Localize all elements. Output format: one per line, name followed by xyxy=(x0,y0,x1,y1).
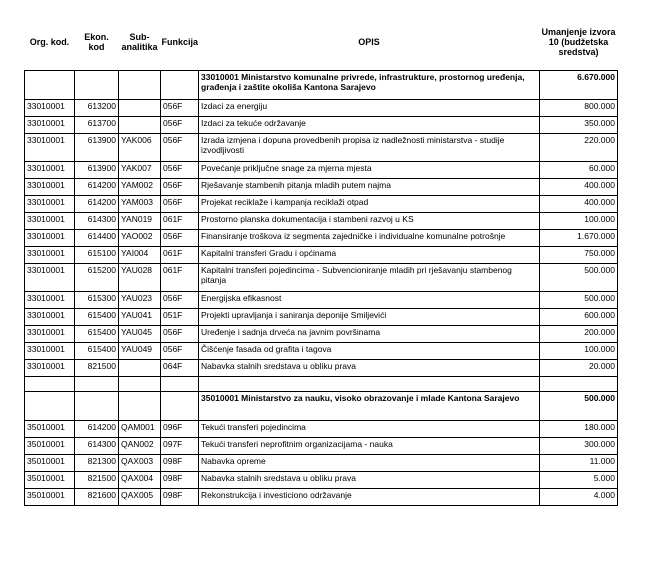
sub-analytics: YAU023 xyxy=(119,291,161,308)
header-reduction: Umanjenje izvora 10 (budžetska sredstva) xyxy=(541,26,616,57)
org-code: 33010001 xyxy=(25,342,75,359)
org-code: 33010001 xyxy=(25,116,75,133)
description: Izdaci za energiju xyxy=(199,99,540,116)
budget-table xyxy=(24,14,618,506)
sub-analytics: YAN019 xyxy=(119,212,161,229)
description: Rješavanje stambenih pitanja mladih putem najma xyxy=(199,178,540,195)
org-code: 33010001 xyxy=(25,212,75,229)
econ-code: 821600 xyxy=(75,488,119,505)
function-code: 056F xyxy=(161,325,199,342)
econ-code: 613900 xyxy=(75,133,119,161)
org-code: 33010001 xyxy=(25,246,75,263)
function-code: 096F xyxy=(161,420,199,437)
econ-code: 614300 xyxy=(75,212,119,229)
sub-analytics: YAK006 xyxy=(119,133,161,161)
section-header-row xyxy=(25,70,618,99)
description: Tekući transferi pojedincima xyxy=(199,420,540,437)
amount: 1.670.000 xyxy=(540,229,618,246)
econ-code: 613200 xyxy=(75,99,119,116)
table-row xyxy=(25,471,618,488)
amount: 60.000 xyxy=(540,161,618,178)
sub-analytics: YAI004 xyxy=(119,246,161,263)
description: Projekat reciklaže i kampanja reciklaži otpad xyxy=(199,195,540,212)
section-total: 6.670.000 xyxy=(540,70,618,99)
header-org-code: Org. kod. xyxy=(29,36,70,47)
description: Izrada izmjena i dopuna provedbenih propisa iz nadležnosti ministarstva - studije izvodljivosti xyxy=(199,133,540,161)
header-econ-code: Ekon. kod xyxy=(84,31,109,52)
table-row xyxy=(25,229,618,246)
amount: 400.000 xyxy=(540,195,618,212)
amount: 4.000 xyxy=(540,488,618,505)
blank-row xyxy=(25,376,618,391)
sub-analytics: QAM001 xyxy=(119,420,161,437)
function-code: 064F xyxy=(161,359,199,376)
table-row xyxy=(25,420,618,437)
amount: 220.000 xyxy=(540,133,618,161)
org-code: 33010001 xyxy=(25,133,75,161)
function-code: 056F xyxy=(161,291,199,308)
table-row xyxy=(25,212,618,229)
amount: 11.000 xyxy=(540,454,618,471)
amount: 5.000 xyxy=(540,471,618,488)
sub-analytics: YAM002 xyxy=(119,178,161,195)
org-code: 33010001 xyxy=(25,178,75,195)
sub-analytics: YAM003 xyxy=(119,195,161,212)
amount: 180.000 xyxy=(540,420,618,437)
table-row xyxy=(25,178,618,195)
table-row xyxy=(25,195,618,212)
table-row xyxy=(25,325,618,342)
function-code: 098F xyxy=(161,471,199,488)
sub-analytics xyxy=(119,116,161,133)
econ-code: 821500 xyxy=(75,471,119,488)
section-total: 500.000 xyxy=(540,391,618,420)
org-code: 33010001 xyxy=(25,308,75,325)
org-code: 35010001 xyxy=(25,437,75,454)
header-function: Funkcija xyxy=(161,36,199,47)
org-code: 35010001 xyxy=(25,471,75,488)
sub-analytics: QAX004 xyxy=(119,471,161,488)
table-row xyxy=(25,437,618,454)
description: Povećanje priključne snage za mjerna mjesta xyxy=(199,161,540,178)
econ-code: 615400 xyxy=(75,308,119,325)
table-row xyxy=(25,246,618,263)
org-code: 35010001 xyxy=(25,454,75,471)
amount: 500.000 xyxy=(540,263,618,291)
org-code: 33010001 xyxy=(25,291,75,308)
org-code: 35010001 xyxy=(25,420,75,437)
header-sub-analytics: Sub-analitika xyxy=(121,31,158,52)
header-description: OPIS xyxy=(358,36,380,47)
description: Tekući transferi neprofitnim organizacijama - nauka xyxy=(199,437,540,454)
table-row xyxy=(25,99,618,116)
amount: 20.000 xyxy=(540,359,618,376)
sub-analytics: QAN002 xyxy=(119,437,161,454)
function-code: 056F xyxy=(161,195,199,212)
table-row xyxy=(25,161,618,178)
description: Kapitalni transferi pojedincima - Subvencioniranje mladih pri rješavanju stambenog pitanja xyxy=(199,263,540,291)
econ-code: 615300 xyxy=(75,291,119,308)
sub-analytics xyxy=(119,99,161,116)
sub-analytics: YAU049 xyxy=(119,342,161,359)
function-code: 051F xyxy=(161,308,199,325)
econ-code: 615100 xyxy=(75,246,119,263)
econ-code: 614200 xyxy=(75,195,119,212)
table-row xyxy=(25,308,618,325)
org-code: 33010001 xyxy=(25,195,75,212)
function-code: 098F xyxy=(161,454,199,471)
org-code: 33010001 xyxy=(25,263,75,291)
amount: 200.000 xyxy=(540,325,618,342)
description: Izdaci za tekuće održavanje xyxy=(199,116,540,133)
description: Kapitalni transferi Gradu i općinama xyxy=(199,246,540,263)
description: Prostorno planska dokumentacija i stambeni razvoj u KS xyxy=(199,212,540,229)
function-code: 061F xyxy=(161,212,199,229)
table-row xyxy=(25,291,618,308)
econ-code: 613700 xyxy=(75,116,119,133)
econ-code: 614300 xyxy=(75,437,119,454)
description: Projekti upravljanja i saniranja deponije Smiljevići xyxy=(199,308,540,325)
function-code: 056F xyxy=(161,133,199,161)
sub-analytics: QAX005 xyxy=(119,488,161,505)
sub-analytics: YAK007 xyxy=(119,161,161,178)
function-code: 061F xyxy=(161,263,199,291)
econ-code: 614200 xyxy=(75,420,119,437)
function-code: 056F xyxy=(161,116,199,133)
description: Energijska efikasnost xyxy=(199,291,540,308)
function-code: 056F xyxy=(161,178,199,195)
amount: 800.000 xyxy=(540,99,618,116)
description: Uređenje i sadnja drveća na javnim površinama xyxy=(199,325,540,342)
table-row xyxy=(25,342,618,359)
description: Finansiranje troškova iz segmenta zajedničke i individualne komunalne potrošnje xyxy=(199,229,540,246)
table-row xyxy=(25,454,618,471)
sub-analytics: QAX003 xyxy=(119,454,161,471)
function-code: 056F xyxy=(161,161,199,178)
function-code: 056F xyxy=(161,342,199,359)
org-code: 33010001 xyxy=(25,161,75,178)
function-code: 098F xyxy=(161,488,199,505)
description: Rekonstrukcija i investiciono održavanje xyxy=(199,488,540,505)
section-title: 33010001 Ministarstvo komunalne privrede, infrastrukture, prostornog uređenja, građenja i zaštite okoliša Kantona Sarajevo xyxy=(199,70,540,99)
amount: 400.000 xyxy=(540,178,618,195)
econ-code: 613900 xyxy=(75,161,119,178)
amount: 750.000 xyxy=(540,246,618,263)
description: Nabavka stalnih sredstava u obliku prava xyxy=(199,359,540,376)
header-row xyxy=(25,14,618,70)
org-code: 33010001 xyxy=(25,359,75,376)
table-row xyxy=(25,488,618,505)
table-row xyxy=(25,263,618,291)
amount: 500.000 xyxy=(540,291,618,308)
sub-analytics: YAU045 xyxy=(119,325,161,342)
table-row xyxy=(25,133,618,161)
description: Nabavka stalnih sredstava u obliku prava xyxy=(199,471,540,488)
econ-code: 821300 xyxy=(75,454,119,471)
org-code: 33010001 xyxy=(25,229,75,246)
amount: 100.000 xyxy=(540,342,618,359)
table-row xyxy=(25,359,618,376)
econ-code: 821500 xyxy=(75,359,119,376)
description: Čišćenje fasada od grafita i tagova xyxy=(199,342,540,359)
sub-analytics: YAO002 xyxy=(119,229,161,246)
amount: 600.000 xyxy=(540,308,618,325)
function-code: 056F xyxy=(161,99,199,116)
amount: 100.000 xyxy=(540,212,618,229)
function-code: 056F xyxy=(161,229,199,246)
sub-analytics: YAU041 xyxy=(119,308,161,325)
function-code: 061F xyxy=(161,246,199,263)
table-row xyxy=(25,116,618,133)
amount: 350.000 xyxy=(540,116,618,133)
econ-code: 614200 xyxy=(75,178,119,195)
org-code: 33010001 xyxy=(25,99,75,116)
sub-analytics: YAU028 xyxy=(119,263,161,291)
section-title: 35010001 Ministarstvo za nauku, visoko obrazovanje i mlade Kantona Sarajevo xyxy=(199,391,540,420)
org-code: 33010001 xyxy=(25,325,75,342)
amount: 300.000 xyxy=(540,437,618,454)
description: Nabavka opreme xyxy=(199,454,540,471)
econ-code: 615200 xyxy=(75,263,119,291)
section-header-row xyxy=(25,391,618,420)
econ-code: 615400 xyxy=(75,342,119,359)
sub-analytics xyxy=(119,359,161,376)
org-code: 35010001 xyxy=(25,488,75,505)
function-code: 097F xyxy=(161,437,199,454)
econ-code: 614400 xyxy=(75,229,119,246)
econ-code: 615400 xyxy=(75,325,119,342)
